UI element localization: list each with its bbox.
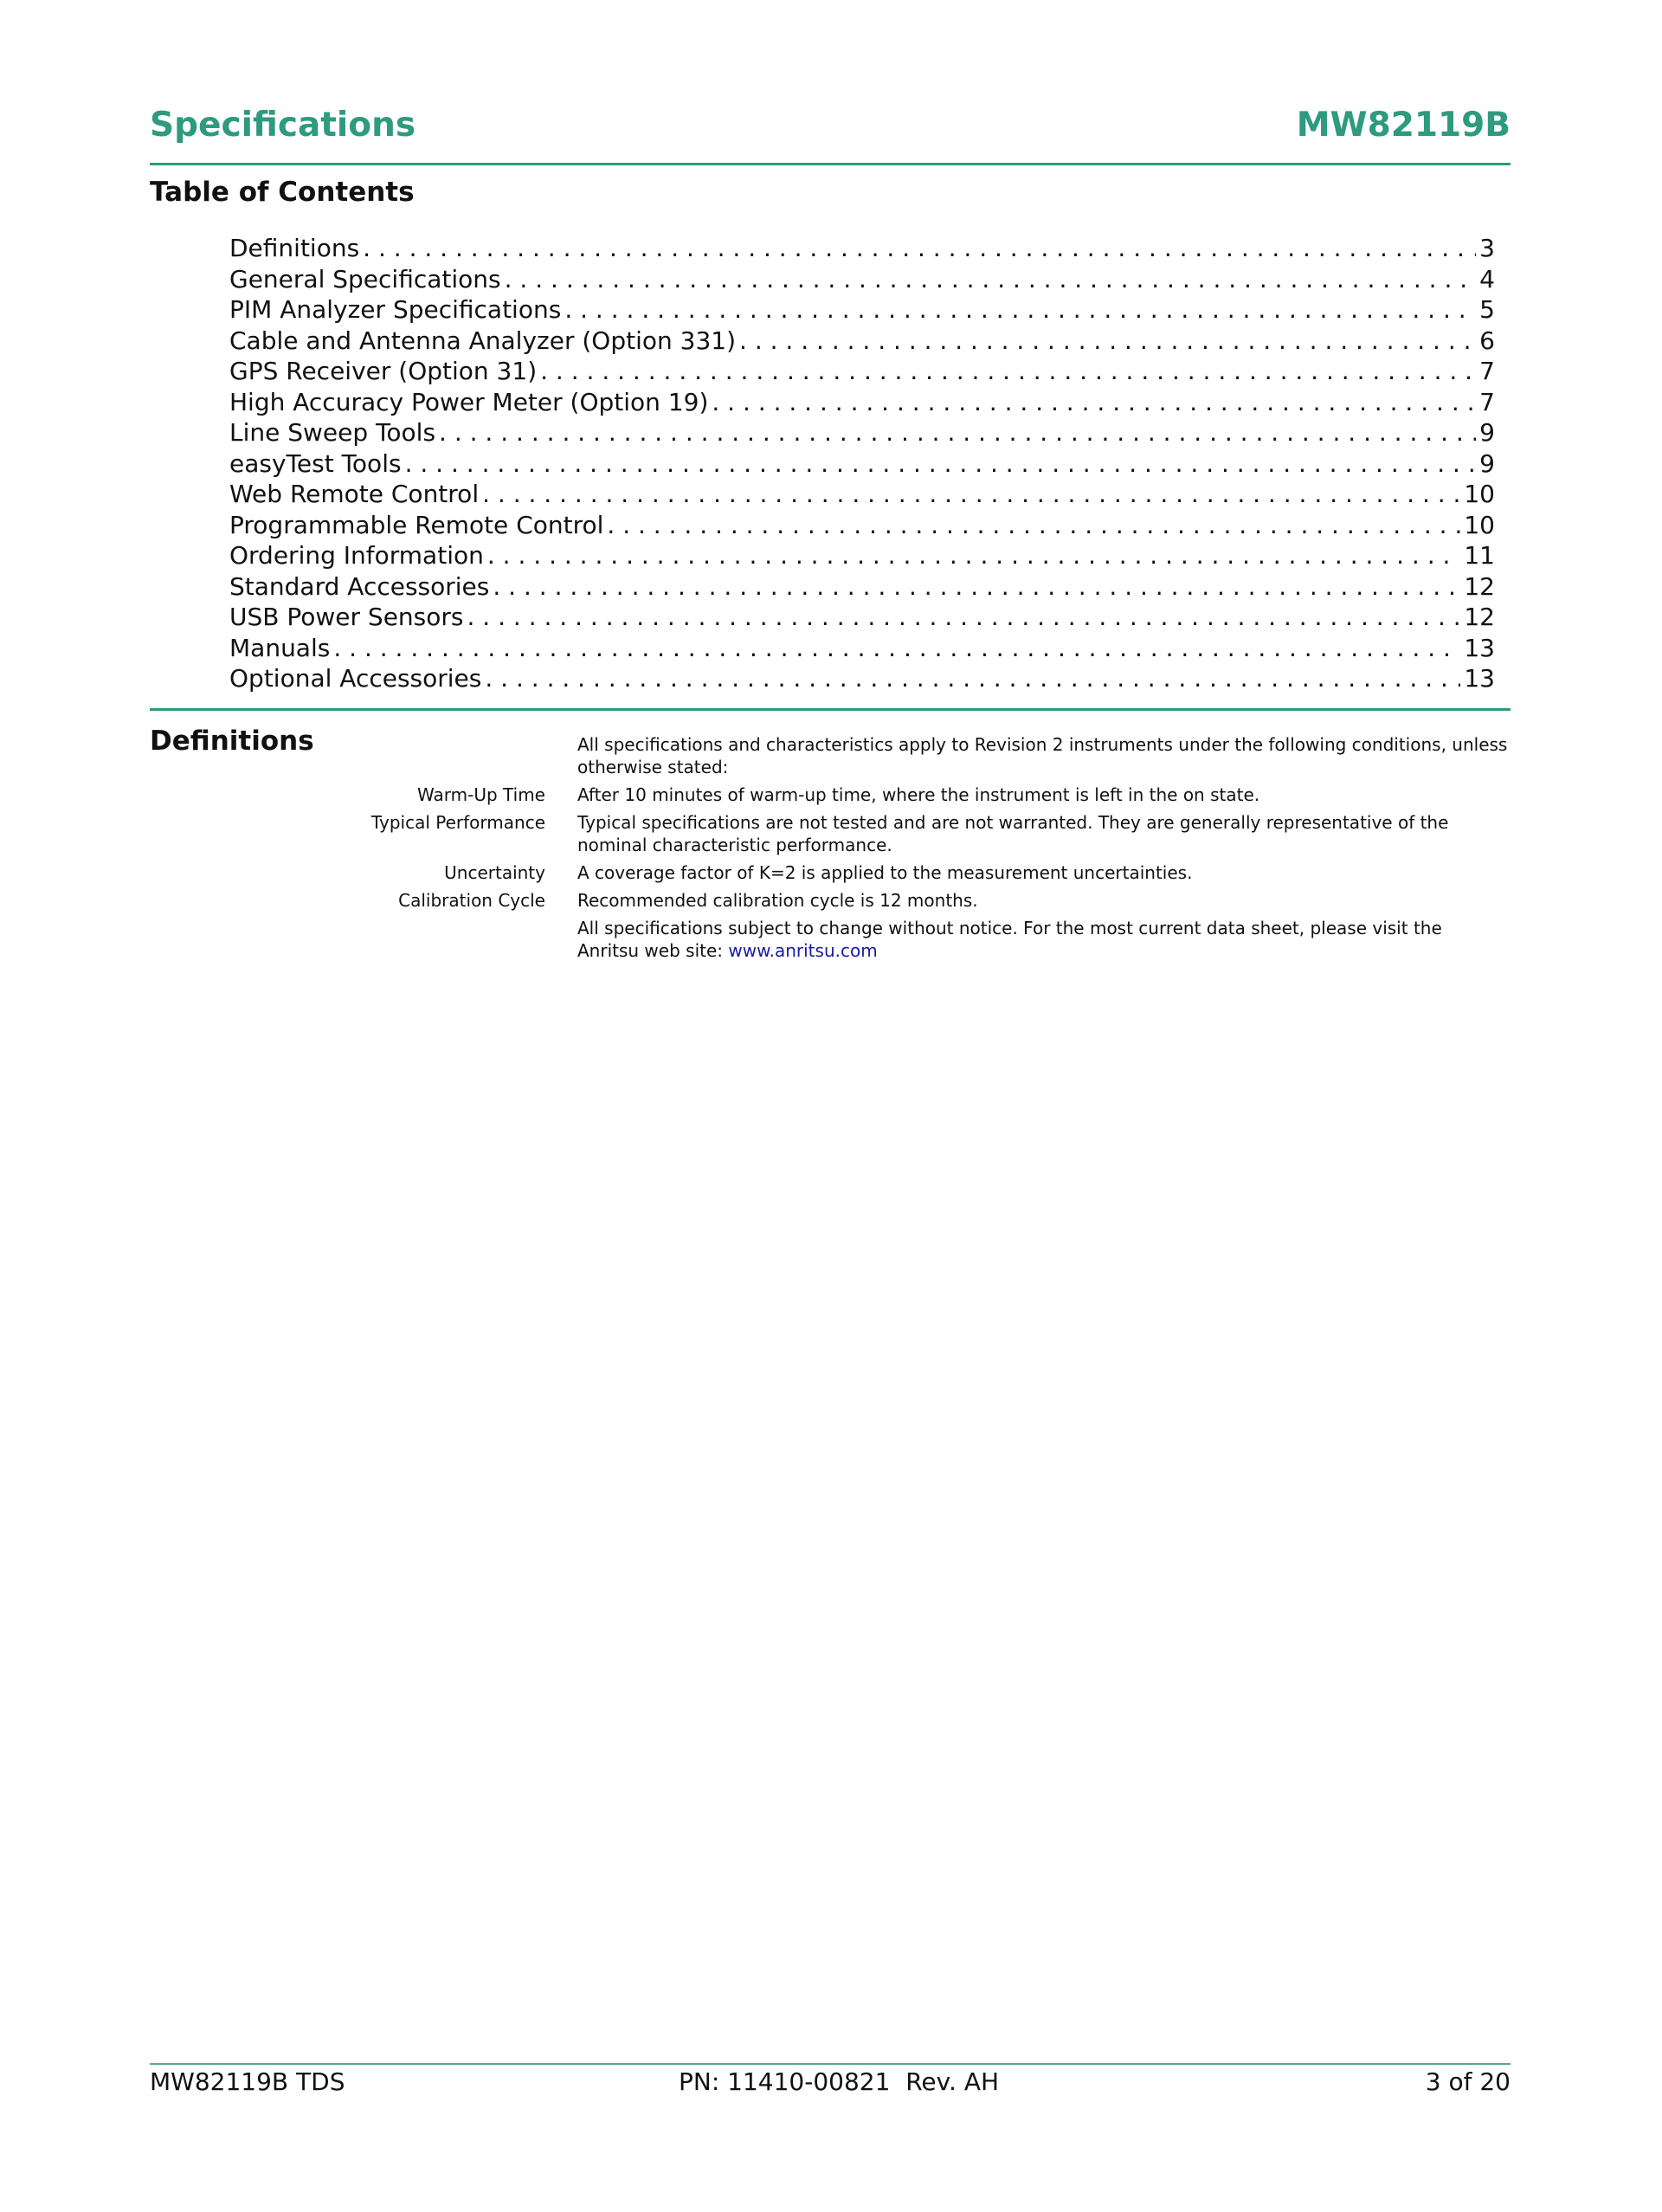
toc-heading: Table of Contents bbox=[150, 177, 415, 208]
toc-entry-page: 12 bbox=[1464, 603, 1495, 631]
toc-leader bbox=[405, 449, 1477, 478]
definition-term: Typical Performance bbox=[370, 812, 545, 833]
toc-leader bbox=[739, 326, 1476, 355]
toc-entry-page: 10 bbox=[1464, 510, 1495, 539]
toc-entry-label: Manuals bbox=[229, 633, 331, 662]
toc-entry-label: easyTest Tools bbox=[229, 448, 402, 478]
toc-leader bbox=[482, 480, 1460, 508]
toc-entry-label: Programmable Remote Control bbox=[229, 510, 604, 539]
toc-entry-label: Ordering Information bbox=[229, 541, 484, 570]
definition-row bbox=[0, 889, 1662, 912]
definitions-list bbox=[0, 733, 1662, 967]
model-number: MW82119B bbox=[1296, 106, 1511, 145]
toc-entry-page: 4 bbox=[1479, 264, 1495, 293]
definition-row bbox=[0, 861, 1662, 884]
definitions-intro-row bbox=[0, 733, 1662, 778]
toc-entry-label: GPS Receiver (Option 31) bbox=[229, 357, 538, 385]
toc-leader bbox=[505, 265, 1477, 293]
page-header bbox=[150, 102, 1511, 165]
definition-term: Warm-Up Time bbox=[417, 784, 545, 805]
toc-entry[interactable] bbox=[229, 265, 1495, 296]
toc-entry[interactable] bbox=[229, 634, 1495, 665]
toc-entry-label: Definitions bbox=[229, 234, 360, 262]
toc-entry-page: 11 bbox=[1464, 541, 1495, 570]
toc-entry-label: USB Power Sensors bbox=[229, 603, 464, 631]
footer-doc-name: MW82119B TDS bbox=[150, 2067, 345, 2096]
definitions-heading: Definitions bbox=[150, 726, 314, 757]
definition-row bbox=[0, 784, 1662, 806]
toc-entry[interactable] bbox=[229, 664, 1495, 695]
toc-entry-label: Cable and Antenna Analyzer (Option 331) bbox=[229, 326, 737, 355]
definitions-note-container bbox=[577, 917, 1508, 962]
toc-entry[interactable] bbox=[229, 357, 1495, 388]
toc-entry-page: 9 bbox=[1479, 448, 1495, 478]
footer-divider bbox=[150, 2063, 1511, 2065]
toc-leader bbox=[564, 295, 1476, 324]
toc-entry[interactable] bbox=[229, 572, 1495, 603]
toc-entry[interactable] bbox=[229, 603, 1495, 634]
definition-row bbox=[0, 811, 1662, 856]
toc-leader bbox=[363, 234, 1476, 262]
definitions-note: All specifications subject to change without notice. For the most current data sheet, please visit the Anritsu web site: bbox=[577, 918, 1442, 961]
footer-page-number: 3 of 20 bbox=[1425, 2067, 1511, 2096]
footer-part-number: PN: 11410-00821 Rev. AH bbox=[679, 2067, 1000, 2096]
toc-entry[interactable] bbox=[229, 511, 1495, 542]
toc-entry-label: Line Sweep Tools bbox=[229, 418, 436, 447]
toc-entry[interactable] bbox=[229, 295, 1495, 326]
definition-text: A coverage factor of K=2 is applied to the measurement uncertainties. bbox=[577, 862, 1193, 883]
toc-entry[interactable] bbox=[229, 418, 1495, 449]
toc-leader bbox=[467, 603, 1461, 631]
toc-entry-page: 10 bbox=[1464, 480, 1495, 508]
toc-leader bbox=[493, 572, 1460, 601]
definitions-intro: All specifications and characteristics apply to Revision 2 instruments under the following conditions, unless otherwise stated: bbox=[577, 734, 1508, 777]
toc-entry[interactable] bbox=[229, 541, 1495, 572]
toc-leader bbox=[540, 357, 1476, 385]
toc-entry-label: Optional Accessories bbox=[229, 664, 482, 693]
definition-term: Uncertainty bbox=[444, 862, 545, 883]
page-title: Specifications bbox=[150, 106, 416, 145]
definition-text: After 10 minutes of warm-up time, where the instrument is left in the on state. bbox=[577, 784, 1260, 805]
toc-leader bbox=[485, 664, 1460, 693]
toc-entry-label: Standard Accessories bbox=[229, 571, 490, 601]
toc-leader bbox=[487, 541, 1461, 570]
toc-entry-label: Web Remote Control bbox=[229, 480, 480, 508]
toc-entry-page: 13 bbox=[1464, 664, 1495, 693]
toc-leader bbox=[712, 388, 1476, 416]
definitions-note-row bbox=[0, 917, 1662, 962]
toc-entry-page: 7 bbox=[1479, 357, 1495, 385]
toc-entry[interactable] bbox=[229, 449, 1495, 480]
toc-leader bbox=[333, 634, 1460, 662]
toc-entry-page: 6 bbox=[1479, 326, 1495, 355]
toc-entry-page: 5 bbox=[1479, 295, 1495, 324]
toc-entry-label: PIM Analyzer Specifications bbox=[229, 295, 562, 324]
toc-entry-page: 12 bbox=[1464, 571, 1495, 601]
toc-entry[interactable] bbox=[229, 326, 1495, 358]
definition-text: Typical specifications are not tested and are not warranted. They are generally representative of the nominal characteristic performance. bbox=[577, 812, 1449, 855]
toc-entry-page: 13 bbox=[1464, 633, 1495, 662]
toc-entry[interactable] bbox=[229, 480, 1495, 511]
toc-leader bbox=[607, 511, 1460, 539]
toc-entry[interactable] bbox=[229, 234, 1495, 265]
section-divider bbox=[150, 708, 1511, 711]
definition-term: Calibration Cycle bbox=[398, 890, 545, 911]
toc-entry[interactable] bbox=[229, 388, 1495, 419]
toc-entry-page: 9 bbox=[1479, 418, 1495, 447]
toc-leader bbox=[439, 418, 1476, 447]
toc-entry-label: General Specifications bbox=[229, 264, 501, 293]
toc-entry-page: 7 bbox=[1479, 387, 1495, 416]
definition-text: Recommended calibration cycle is 12 months. bbox=[577, 890, 978, 911]
toc-entry-page: 3 bbox=[1479, 234, 1495, 262]
toc-entry-label: High Accuracy Power Meter (Option 19) bbox=[229, 387, 709, 416]
table-of-contents bbox=[229, 234, 1495, 695]
anritsu-link[interactable]: www.anritsu.com bbox=[728, 940, 878, 961]
